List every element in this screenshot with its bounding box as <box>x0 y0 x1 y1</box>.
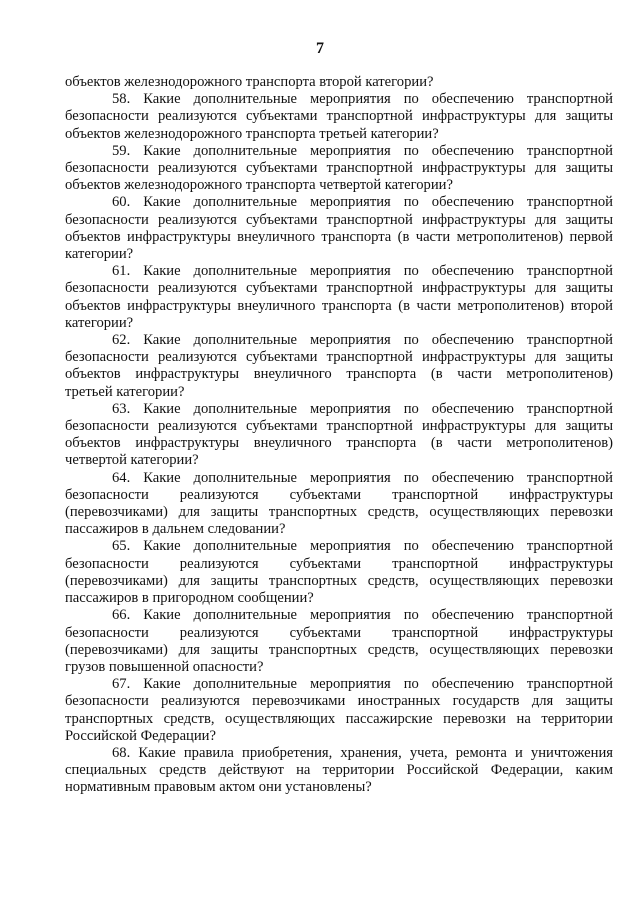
text-line: 64. Какие дополнительные мероприятия по обеспечению транспортной <box>112 469 613 486</box>
question-paragraph <box>65 470 613 539</box>
question-paragraph <box>65 401 613 470</box>
question-paragraph <box>65 745 613 797</box>
text-line: 68. Какие правила приобретения, хранения, учета, ремонта и уничтожения <box>112 744 613 761</box>
text-line: (перевозчиками) для защиты транспортных средств, осуществляющих перевозки <box>65 641 613 658</box>
text-line: объектов железнодорожного транспорта четвертой категории? <box>65 177 453 194</box>
text-line: грузов повышенной опасности? <box>65 658 264 675</box>
text-line: 65. Какие дополнительные мероприятия по обеспечению транспортной <box>112 538 613 555</box>
text-line: 59. Какие дополнительные мероприятия по обеспечению транспортной <box>112 142 613 159</box>
text-line: безопасности реализуются субъектами транспортной инфраструктуры для защиты <box>65 211 613 228</box>
text-line: безопасности реализуются субъектами транспортной инфраструктуры <box>65 486 613 503</box>
question-paragraph <box>65 538 613 607</box>
text-line: безопасности реализуются субъектами транспортной инфраструктуры для защиты <box>65 160 613 177</box>
text-line: объектов инфраструктуры внеуличного транспорта (в части метрополитенов) <box>65 366 613 383</box>
text-line: пассажиров в дальнем следовании? <box>65 521 286 538</box>
text-line: безопасности реализуются перевозчиками иностранных государств для защиты <box>65 693 613 710</box>
text-line: безопасности реализуются субъектами транспортной инфраструктуры для защиты <box>65 418 613 435</box>
text-line: категории? <box>65 314 134 331</box>
question-paragraph <box>65 332 613 401</box>
text-line: безопасности реализуются субъектами транспортной инфраструктуры <box>65 624 613 641</box>
text-line: 62. Какие дополнительные мероприятия по обеспечению транспортной <box>112 332 613 349</box>
text-line: объектов инфраструктуры внеуличного транспорта (в части метрополитенов) <box>65 435 613 452</box>
continuation-paragraph <box>65 74 613 91</box>
question-paragraph <box>65 676 613 745</box>
text-line: объектов инфраструктуры внеуличного транспорта (в части метрополитенов) первой <box>65 228 613 245</box>
text-line: безопасности реализуются субъектами транспортной инфраструктуры для защиты <box>65 349 613 366</box>
text-line: (перевозчиками) для защиты транспортных средств, осуществляющих перевозки <box>65 504 613 521</box>
text-line: транспортных средств, осуществляющих пассажирские перевозки на территории <box>65 710 613 727</box>
text-line: специальных средств действуют на территории Российской Федерации, каким <box>65 762 613 779</box>
question-paragraph <box>65 143 613 195</box>
text-line: 63. Какие дополнительные мероприятия по обеспечению транспортной <box>112 400 613 417</box>
text-line: пассажиров в пригородном сообщении? <box>65 590 314 607</box>
text-line: четвертой категории? <box>65 452 199 469</box>
text-line: 58. Какие дополнительные мероприятия по обеспечению транспортной <box>112 91 613 108</box>
text-line: объектов железнодорожного транспорта второй категории? <box>65 74 434 90</box>
text-line: 60. Какие дополнительные мероприятия по обеспечению транспортной <box>112 194 613 211</box>
text-line: безопасности реализуются субъектами транспортной инфраструктуры <box>65 555 613 572</box>
text-line: третьей категории? <box>65 383 185 400</box>
document-body <box>65 74 613 797</box>
text-line: объектов железнодорожного транспорта третьей категории? <box>65 125 439 142</box>
text-line: безопасности реализуются субъектами транспортной инфраструктуры для защиты <box>65 280 613 297</box>
text-line: 66. Какие дополнительные мероприятия по обеспечению транспортной <box>112 607 613 624</box>
question-paragraph <box>65 263 613 332</box>
text-line: объектов инфраструктуры внеуличного транспорта (в части метрополитенов) второй <box>65 297 613 314</box>
text-line: Российской Федерации? <box>65 727 216 744</box>
text-line: 67. Какие дополнительные мероприятия по обеспечению транспортной <box>112 676 613 693</box>
page-number: 7 <box>316 40 324 57</box>
question-paragraph <box>65 91 613 143</box>
text-line: (перевозчиками) для защиты транспортных средств, осуществляющих перевозки <box>65 572 613 589</box>
question-paragraph <box>65 194 613 263</box>
text-line: безопасности реализуются субъектами транспортной инфраструктуры для защиты <box>65 108 613 125</box>
question-paragraph <box>65 607 613 676</box>
text-line: категории? <box>65 246 134 263</box>
text-line: нормативным правовым актом они установлены? <box>65 779 372 796</box>
text-line: 61. Какие дополнительные мероприятия по обеспечению транспортной <box>112 263 613 280</box>
